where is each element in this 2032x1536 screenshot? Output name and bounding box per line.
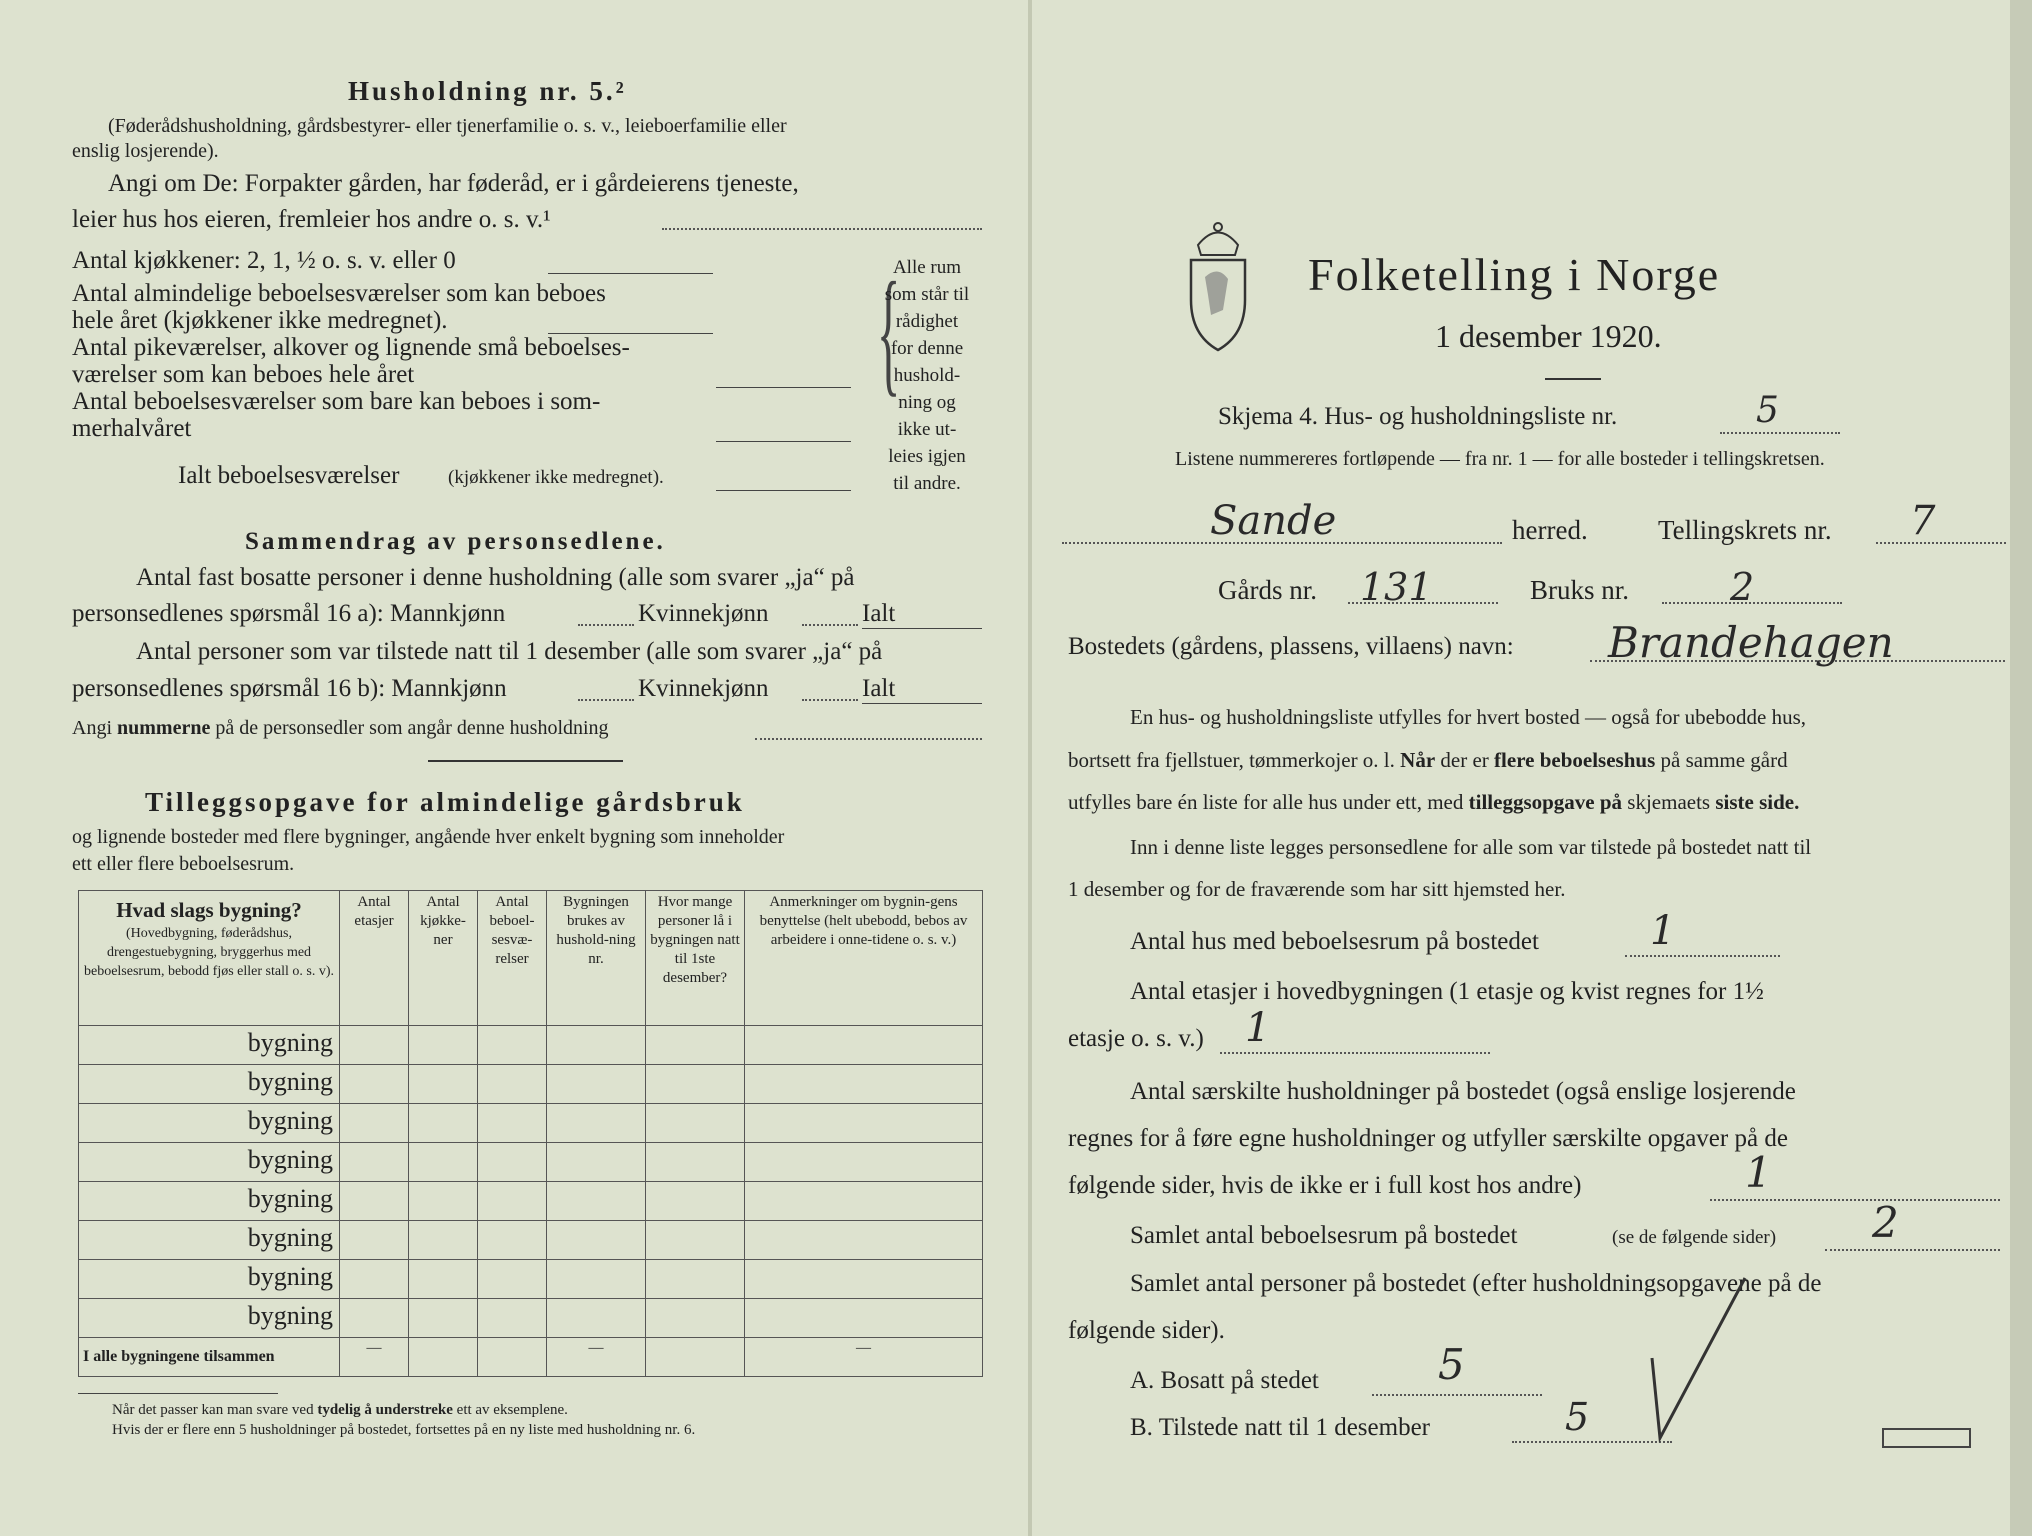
footnote-2: Hvis der er flere enn 5 husholdninger på bostedet, fortsettes på en ny liste med husholdning nr. 6. [112,1422,696,1438]
q-hush-a: Antal særskilte husholdninger på bostedet (også enslige losjerende [1130,1078,1796,1105]
cell [478,1143,547,1182]
rooms-2-answer-line [716,387,851,388]
right-page [1030,0,2032,1536]
col-header: Anmerkninger om bygnin-gens benyttelse (helt ubebodd, bebos av arbeidere i onne-tidene o. s. v.) [745,891,983,1026]
info-1b-mid: der er [1440,748,1489,772]
gards-label: Gårds nr. [1218,575,1317,605]
rooms-2a: Antal pikeværelser, alkover og lignende små beboelses- [72,334,630,361]
info-2b: 1 desember og for de fraværende som har sitt hjemsted her. [1068,877,1566,901]
cell [646,1026,745,1065]
cell [646,1104,745,1143]
row-label: bygning [79,1299,340,1338]
cell [745,1065,983,1104]
angi-answer-line [755,738,982,740]
dash: — [340,1338,409,1377]
cell [478,1065,547,1104]
krets-label: Tellingskrets nr. [1658,515,1832,545]
angi-post: på de personsedler som angår denne husholdning [215,717,609,739]
side-note-line: til andre. [893,473,961,494]
checkmark-icon [1630,1268,1760,1448]
household-subnote: (Føderådshusholdning, gårdsbestyrer- eller tjenerfamilie o. s. v., leieboerfamilie eller [108,115,787,137]
q-hush-c: følgende sider, hvis de ikke er i full kost hos andre) [1068,1172,1582,1199]
q-rum-label: Samlet antal beboelsesrum på bostedet [1130,1222,1518,1249]
cell [745,1221,983,1260]
mann-line-1 [578,624,634,626]
cell [646,1182,745,1221]
table-total-row [79,1338,983,1377]
kvinne-label-1: Kvinnekjønn [638,600,769,627]
footnote-1-post: ett av eksemplene. [456,1402,568,1418]
extra-line-2: ett eller flere beboelsesrum. [72,853,295,875]
col-building-title: Hvad slags bygning? [116,898,302,922]
footnote-rule [78,1393,278,1394]
cell [547,1026,646,1065]
extra-heading: Tilleggsopgave for almindelige gårdsbruk [145,787,745,817]
cell [478,1338,547,1377]
summary-1a: Antal fast bosatte personer i denne husholdning (alle som svarer „ja“ på [136,564,855,591]
rooms-2b: værelser som kan beboes hele året [72,361,415,388]
total-label: I alle bygningene tilsammen [79,1338,340,1377]
ask-line-2: leier hus hos eieren, fremleier hos andre o. s. v.¹ [72,206,551,233]
side-note-line: for denne [890,338,964,359]
table-header-row [79,891,983,1026]
col-header: Antal etasjer [340,891,409,1026]
main-title: Folketelling i Norge [1308,249,1721,300]
bruks-value: 2 [1730,565,1755,609]
rooms-1b: hele året (kjøkkener ikke medregnet). [72,307,448,334]
cell [409,1065,478,1104]
ialt-label-1: Ialt [862,600,896,627]
q-hush-value: 1 [1745,1148,1772,1197]
b-tilstede-value: 5 [1565,1395,1590,1439]
side-note [872,254,982,497]
cell [409,1221,478,1260]
cell [547,1143,646,1182]
ask-answer-line [662,228,982,230]
kvinne-label-2: Kvinnekjønn [638,675,769,702]
footnote-1-bold: tydelig å understreke [317,1402,453,1418]
q-rum-value: 2 [1872,1198,1899,1247]
cell [340,1026,409,1065]
cell [409,1104,478,1143]
info-1c [1068,790,1799,815]
info-1c-pre: utfylles bare én liste for alle hus under ett, med [1068,790,1464,814]
cell [340,1260,409,1299]
cell [340,1065,409,1104]
census-date: 1 desember 1920. [1435,318,1662,354]
info-1b-pre: bortsett fra fjellstuer, tømmerkojer o. l. [1068,748,1395,772]
footnote-1-pre: Når det passer kan man svare ved [112,1402,314,1418]
total-rooms-label: Ialt beboelsesværelser [178,462,400,489]
table-row [79,1143,983,1182]
row-label: bygning [79,1260,340,1299]
info-1b-post: på samme gård [1660,748,1788,772]
info-1c-bold2: siste side. [1715,790,1800,814]
printer-stamp [1882,1428,1971,1448]
angi-line [72,717,609,740]
table-row [79,1104,983,1143]
col-header: Hvor mange personer lå i bygningen natt til 1ste desember? [646,891,745,1026]
row-label: bygning [79,1104,340,1143]
summary-2a: Antal personer som var tilstede natt til 1 desember (alle som svarer „ja“ på [136,638,883,665]
q-hush-line [1710,1199,2000,1201]
cell [547,1221,646,1260]
cell [547,1104,646,1143]
q-hus-line [1625,955,1780,957]
angi-pre: Angi [72,717,112,739]
cell [478,1260,547,1299]
dash: — [745,1338,983,1377]
cell [646,1299,745,1338]
q-hus-label: Antal hus med beboelsesrum på bostedet [1130,928,1539,955]
krets-line [1876,542,2006,544]
rooms-3a: Antal beboelsesværelser som bare kan beboes i som- [72,388,601,415]
cell [646,1065,745,1104]
schema-line [1720,432,1840,434]
bosted-value: Brandehagen [1608,618,1894,667]
col-building-sub: (Hovedbygning, føderådshus, drengestuebygning, bryggerhus med beboelsesrum, bebodd fjøs eller stall o. s. v). [83,926,334,979]
cell [745,1143,983,1182]
cell [745,1299,983,1338]
brace-mark: { [876,254,901,409]
cell [340,1104,409,1143]
summary-heading: Sammendrag av personsedlene. [245,528,666,555]
cell [409,1182,478,1221]
rooms-1a: Antal almindelige beboelsesværelser som kan beboes [72,280,606,307]
col-header: Antal beboel-sesvæ-relser [478,891,547,1026]
cell [646,1143,745,1182]
divider [428,760,623,762]
q-etasjer-a: Antal etasjer i hovedbygningen (1 etasje og kvist regnes for 1½ [1130,978,1764,1005]
q-hush-b: regnes for å føre egne husholdninger og utfyller særskilte opgaver på de [1068,1125,1788,1152]
row-label: bygning [79,1182,340,1221]
kitchens-label: Antal kjøkkener: 2, 1, ½ o. s. v. eller 0 [72,247,456,274]
a-bosatt-value: 5 [1438,1340,1465,1389]
mann-line-2 [578,699,634,701]
info-2a: Inn i denne liste legges personsedlene for alle som var tilstede på bostedet natt til [1130,835,1812,859]
total-rooms-note: (kjøkkener ikke medregnet). [448,467,664,488]
info-1c-mid: skjemaets [1627,790,1711,814]
herred-value: Sande [1210,498,1337,544]
a-bosatt-label: A. Bosatt på stedet [1130,1367,1319,1394]
b-tilstede-label: B. Tilstede natt til 1 desember [1130,1414,1430,1441]
angi-bold: nummerne [117,717,211,739]
table-row [79,1299,983,1338]
schema-number: 5 [1756,390,1779,431]
table-row [79,1182,983,1221]
table-row [79,1026,983,1065]
table-row [79,1221,983,1260]
bosted-label: Bostedets (gårdens, plassens, villaens) navn: [1068,633,1514,660]
cell [340,1221,409,1260]
a-bosatt-line [1372,1394,1542,1396]
q-hus-value: 1 [1650,908,1676,954]
side-note-line: ning og [898,392,956,413]
household-subnote-2: enslig losjerende). [72,140,219,162]
numbering-note: Listene nummereres fortløpende — fra nr. 1 — for alle bosteder i tellingskretsen. [1175,448,1825,470]
q-etasjer-value: 1 [1245,1005,1271,1051]
cell [409,1143,478,1182]
cell [547,1299,646,1338]
cell [646,1260,745,1299]
row-label: bygning [79,1026,340,1065]
kitchens-answer-line [548,273,713,274]
cell [478,1104,547,1143]
summary-2b: personsedlenes spørsmål 16 b): Mannkjønn [72,675,507,702]
side-note-line: rådighet [895,311,959,332]
cell [745,1104,983,1143]
side-note-line: Alle rum [892,257,962,278]
kvinne-line-2 [802,699,858,701]
cell [745,1026,983,1065]
table-row [79,1065,983,1104]
cell [547,1065,646,1104]
page-edge [2010,0,2032,1536]
side-note-line: som står til [884,284,970,305]
cell [478,1182,547,1221]
info-1b-bold2: flere beboelseshus [1494,748,1656,772]
q-rum-note: (se de følgende sider) [1612,1227,1777,1248]
q-pers-b: følgende sider). [1068,1317,1225,1344]
total-rooms-answer-line [716,490,851,491]
krets-value: 7 [1910,498,1936,544]
info-1b-bold1: Når [1400,748,1436,772]
cell [478,1026,547,1065]
q-rum-line [1825,1249,2000,1251]
cell [547,1182,646,1221]
extra-line-1: og lignende bosteder med flere bygninger, angående hver enkelt bygning som inneholder [72,826,785,848]
cell [340,1143,409,1182]
cell [409,1260,478,1299]
q-pers-a: Samlet antal personer på bostedet (efter husholdningsopgavene på de [1130,1270,1822,1297]
schema-label: Skjema 4. Hus- og husholdningsliste nr. [1218,403,1618,430]
col-header: Antal kjøkke-ner [409,891,478,1026]
cell [340,1182,409,1221]
cell [547,1260,646,1299]
bruks-label: Bruks nr. [1530,575,1630,605]
info-1b [1068,748,1788,773]
table-row [79,1260,983,1299]
cell [340,1299,409,1338]
info-1c-bold: tilleggsopgave på [1468,790,1623,814]
info-1a: En hus- og husholdningsliste utfylles for hvert bosted — også for ubebodde hus, [1130,705,1806,729]
row-label: bygning [79,1065,340,1104]
ialt-line-1 [862,628,982,629]
kvinne-line-1 [802,624,858,626]
ialt-label-2: Ialt [862,675,896,702]
cell [409,1026,478,1065]
col-header: Bygningen brukes av hushold-ning nr. [547,891,646,1026]
side-note-line: hushold- [893,365,961,386]
cell [409,1338,478,1377]
cell [646,1221,745,1260]
ask-line-1: Angi om De: Forpakter gården, har føderåd, er i gårdeierens tjeneste, [108,170,799,197]
row-label: bygning [79,1143,340,1182]
title-divider [1545,378,1601,380]
rooms-3b: merhalvåret [72,415,192,442]
rooms-3-answer-line [716,441,851,442]
ialt-line-2 [862,703,982,704]
cell [478,1221,547,1260]
coat-of-arms-icon [1183,215,1253,355]
q-etasjer-line [1220,1052,1490,1054]
q-etasjer-b: etasje o. s. v.) [1068,1025,1204,1052]
building-table [78,890,983,1377]
footnote-1 [112,1402,568,1419]
herred-label: herred. [1512,515,1588,545]
cell [409,1299,478,1338]
cell [478,1299,547,1338]
side-note-line: ikke ut- [897,419,957,440]
col-building-type [79,891,340,1026]
household-heading: Husholdning nr. 5.² [348,76,627,106]
summary-1b: personsedlenes spørsmål 16 a): Mannkjønn [72,600,506,627]
row-label: bygning [79,1221,340,1260]
cell [745,1260,983,1299]
cell [745,1182,983,1221]
dash: — [547,1338,646,1377]
side-note-line: leies igjen [888,446,966,467]
cell [646,1338,745,1377]
gards-value: 131 [1360,565,1433,609]
